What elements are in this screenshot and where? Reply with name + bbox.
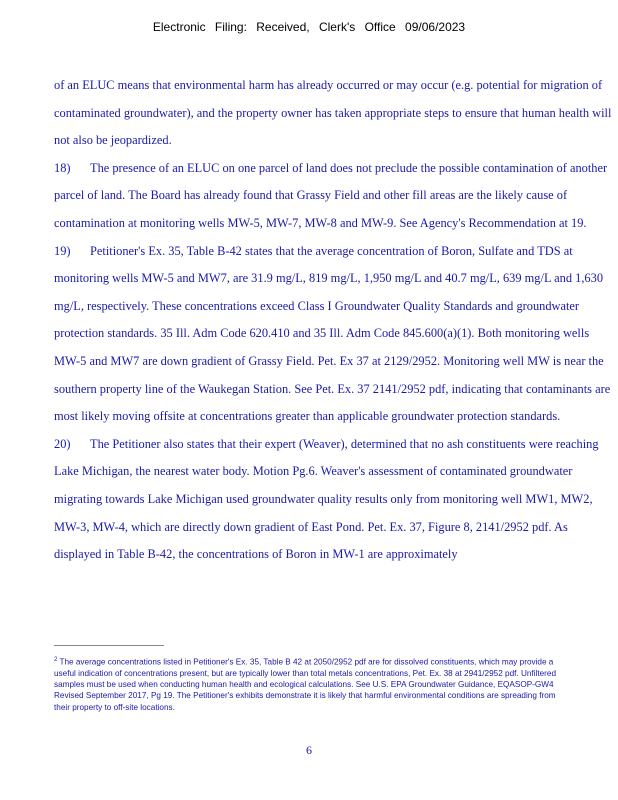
paragraph-19	[54, 238, 614, 431]
paragraph-text: The Petitioner also states that their expert (Weaver), determined that no ash constituents were reaching Lake Michigan, the nearest water body. Motion Pg.6. Weaver's assessment of contaminated groundwater migrating towards Lake Michigan used groundwater quality results only from monitoring well MW1, MW2, MW-3, MW-4, which are directly down gradient of East Pond. Pet. Ex. 37, Figure 8, 2141/2952 pdf. As displayed in Table B-42, the concentrations of Boron in MW-1 are approximately	[54, 436, 599, 562]
paragraph-text: The presence of an ELUC on one parcel of land does not preclude the possible contamination of another parcel of land. The Board has already found that Grassy Field and other fill areas are the likely cause of contamination at monitoring wells MW-5, MW-7, MW-8 and MW-9. See Agency's Recommendation at 19.	[54, 160, 608, 230]
paragraph-number: 18)	[54, 160, 71, 175]
footnote-text: The average concentrations listed in Petitioner's Ex. 35, Table B 42 at 2050/2952 pdf are for dissolved constituents, which may provide a useful indication of concentrations present, but are typically lower than total metals concentrations, Pet. Ex. 38 at 2941/2952 pdf. Unfiltered samples must be used when conducting human health and ecological calculations. See U.S. EPA Groundwater Guidance, EQASOP-GW4 Revised September 2017, Pg 19. The Petitioner's exhibits demonstrate it is likely that harmful environmental conditions are spreading from their property to off-site locations.	[54, 657, 557, 712]
paragraph-18	[54, 155, 614, 238]
paragraph-number: 20)	[54, 436, 71, 451]
body-text	[54, 72, 614, 569]
paragraph-number: 19)	[54, 243, 71, 258]
footnote-marker: 2	[54, 657, 58, 663]
footnote	[54, 655, 564, 713]
paragraph-20	[54, 431, 614, 569]
paragraph-continuation	[54, 72, 614, 155]
paragraph-text: of an ELUC means that environmental harm has already occurred or may occur (e.g. potential for migration of contaminated groundwater), and the property owner has taken appropriate steps to ensure that human health will not also be jeopardized.	[54, 78, 612, 148]
footnote-divider	[54, 645, 164, 646]
filing-header: Electronic Filing: Received, Clerk's Office 09/06/2023	[152, 20, 466, 34]
page-number: 6	[306, 743, 312, 757]
paragraph-text: Petitioner's Ex. 35, Table B-42 states that the average concentration of Boron, Sulfate and TDS at monitoring wells MW-5 and MW7, are 31.9 mg/L, 819 mg/L, 1,950 mg/L and 40.7 mg/L, 639 mg/L and 1,630 mg/L, respectively. These concentrations exceed Class I Groundwater Quality Standards and groundwater protection standards. 35 Ill. Adm Code 620.410 and 35 Ill. Adm Code 845.600(a)(1). Both monitoring wells MW-5 and MW7 are down gradient of Grassy Field. Pet. Ex 37 at 2129/2952. Monitoring well MW is near the southern property line of the Waukegan Station. See Pet. Ex. 37 2141/2952 pdf, indicating that contaminants are most likely moving offsite at concentrations greater than applicable groundwater protection standards.	[54, 243, 611, 424]
